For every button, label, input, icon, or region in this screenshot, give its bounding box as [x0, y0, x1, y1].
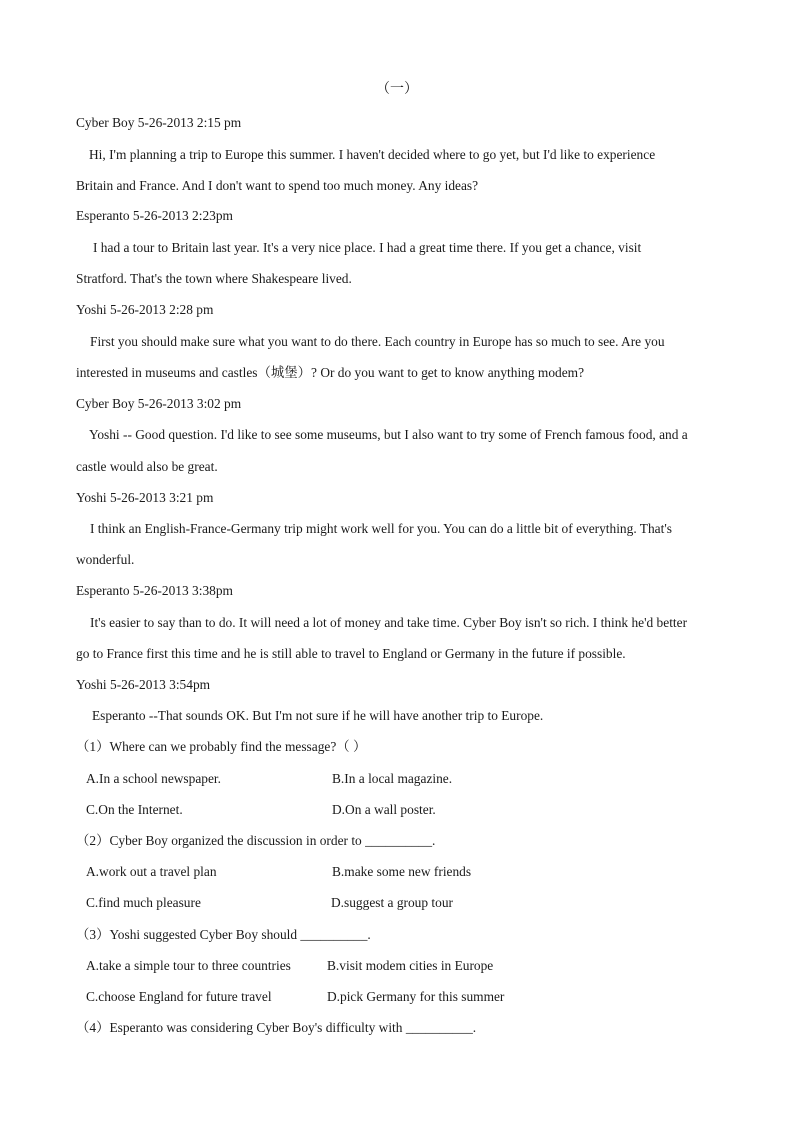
option-d: D.pick Germany for this summer: [327, 989, 505, 1004]
post-text: Esperanto --That sounds OK. But I'm not sure if he will have another trip to Europe.: [92, 708, 544, 723]
post-text: It's easier to say than to do. It will need a lot of money and take time. Cyber Boy isn't so rich. I think he'd better: [90, 615, 688, 630]
post-text: go to France first this time and he is still able to travel to England or Germany in the future if possible.: [76, 646, 626, 661]
post-meta: Cyber Boy 5-26-2013 2:15 pm: [76, 115, 242, 130]
post-text: I had a tour to Britain last year. It's a very nice place. I had a great time there. If you get a chance, visit: [93, 240, 642, 255]
post-meta: Yoshi 5-26-2013 3:21 pm: [76, 490, 214, 505]
section-title: （一）: [376, 82, 418, 97]
option-d: D.suggest a group tour: [331, 895, 453, 910]
option-b: B.In a local magazine.: [332, 771, 453, 786]
post-text: Hi, I'm planning a trip to Europe this summer. I haven't decided where to go yet, but I'd like to experience: [89, 147, 656, 162]
option-c: C.choose England for future travel: [86, 989, 272, 1004]
post-meta: Esperanto 5-26-2013 2:23pm: [76, 208, 233, 223]
post-text: wonderful.: [76, 552, 135, 567]
post-text: Britain and France. And I don't want to spend too much money. Any ideas?: [76, 178, 479, 193]
option-b: B.make some new friends: [332, 864, 472, 879]
option-c: C.find much pleasure: [86, 895, 201, 910]
post-text: Yoshi -- Good question. I'd like to see some museums, but I also want to try some of French famous food, and a: [89, 427, 688, 442]
question-stem: （4）Esperanto was considering Cyber Boy's difficulty with __________.: [76, 1020, 477, 1035]
option-d: D.On a wall poster.: [332, 802, 436, 817]
post-meta: Yoshi 5-26-2013 2:28 pm: [76, 302, 214, 317]
option-c: C.On the Internet.: [86, 802, 183, 817]
post-meta: Cyber Boy 5-26-2013 3:02 pm: [76, 396, 242, 411]
question-stem: （3）Yoshi suggested Cyber Boy should __________.: [76, 927, 371, 942]
post-text: interested in museums and castles（城堡）? Or do you want to get to know anything modem?: [76, 365, 585, 380]
option-a: A.work out a travel plan: [86, 864, 217, 879]
option-b: B.visit modem cities in Europe: [327, 958, 494, 973]
option-a: A.take a simple tour to three countries: [86, 958, 291, 973]
option-a: A.In a school newspaper.: [86, 771, 221, 786]
post-meta: Esperanto 5-26-2013 3:38pm: [76, 583, 233, 598]
post-meta: Yoshi 5-26-2013 3:54pm: [76, 677, 211, 692]
question-stem: （1）Where can we probably find the message?（ ）: [76, 739, 367, 754]
question-stem: （2）Cyber Boy organized the discussion in order to __________.: [76, 833, 436, 848]
post-text: I think an English-France-Germany trip might work well for you. You can do a little bit of everything. That's: [90, 521, 672, 536]
post-text: First you should make sure what you want to do there. Each country in Europe has so much to see. Are you: [90, 334, 665, 349]
post-text: castle would also be great.: [76, 459, 218, 474]
post-text: Stratford. That's the town where Shakespeare lived.: [76, 271, 352, 286]
